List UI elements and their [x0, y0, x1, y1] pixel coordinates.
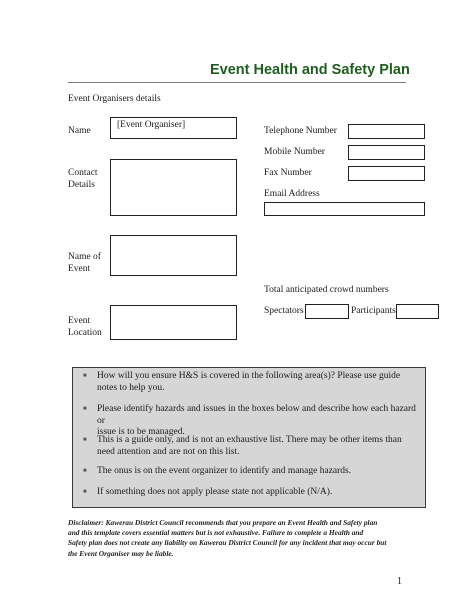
guidance-notes-panel: ■ How will you ensure H&S is covered in the following area(s)? Please use guide notes to help you. ■ Please identify hazards and issues in the boxes below and describe how each hazard or issue is to be managed. ■ This is a guide only, and is not an exhaustive list. There may be other items than need attention and are not on this list. ■ The onus is on the event organizer to identify and manage hazards. ■ If something does not apply please state not applicable (N/A).: [72, 367, 426, 508]
email-label: Email Address: [264, 189, 320, 199]
bullet-icon: ■: [83, 489, 87, 495]
bullet-icon: ■: [83, 406, 87, 412]
event-location-label: Event Location: [68, 316, 102, 338]
page-title: Event Health and Safety Plan: [210, 62, 410, 78]
fax-label: Fax Number: [264, 168, 312, 178]
contact-details-label: Contact Details: [68, 168, 98, 190]
mobile-field[interactable]: [348, 145, 425, 160]
event-name-label: Name of Event: [68, 252, 101, 274]
disclaimer-text: Disclaimer: Kawerau District Council recommends that you prepare an Event Health and Safety plan and this template covers essential matters but is not exhaustive. Failure to complete a Health and Safety plan does not create any liability on Kawerau District Council for any incident that may occur but the Event Organiser may be liable.: [68, 518, 387, 558]
telephone-field[interactable]: [348, 124, 425, 139]
bullet-icon: ■: [83, 468, 87, 474]
spectators-label: Spectators: [264, 306, 304, 316]
title-divider: [68, 82, 406, 83]
email-field[interactable]: [264, 202, 425, 216]
participants-label: Participants: [351, 306, 396, 316]
telephone-label: Telephone Number: [264, 126, 337, 136]
bullet-icon: ■: [83, 437, 87, 443]
participants-field[interactable]: [396, 304, 439, 319]
event-location-field[interactable]: [110, 305, 237, 340]
name-label: Name: [68, 126, 91, 136]
fax-field[interactable]: [348, 166, 425, 181]
section-heading: Event Organisers details: [68, 94, 161, 104]
mobile-label: Mobile Number: [264, 147, 325, 157]
bullet-icon: ■: [83, 373, 87, 379]
contact-details-field[interactable]: [110, 159, 237, 216]
event-name-field[interactable]: [110, 235, 237, 276]
name-field[interactable]: [110, 117, 237, 139]
spectators-field[interactable]: [305, 304, 349, 319]
crowd-numbers-label: Total anticipated crowd numbers: [264, 285, 389, 295]
name-field-value: [Event Organiser]: [117, 120, 186, 130]
page-number: 1: [397, 576, 402, 587]
